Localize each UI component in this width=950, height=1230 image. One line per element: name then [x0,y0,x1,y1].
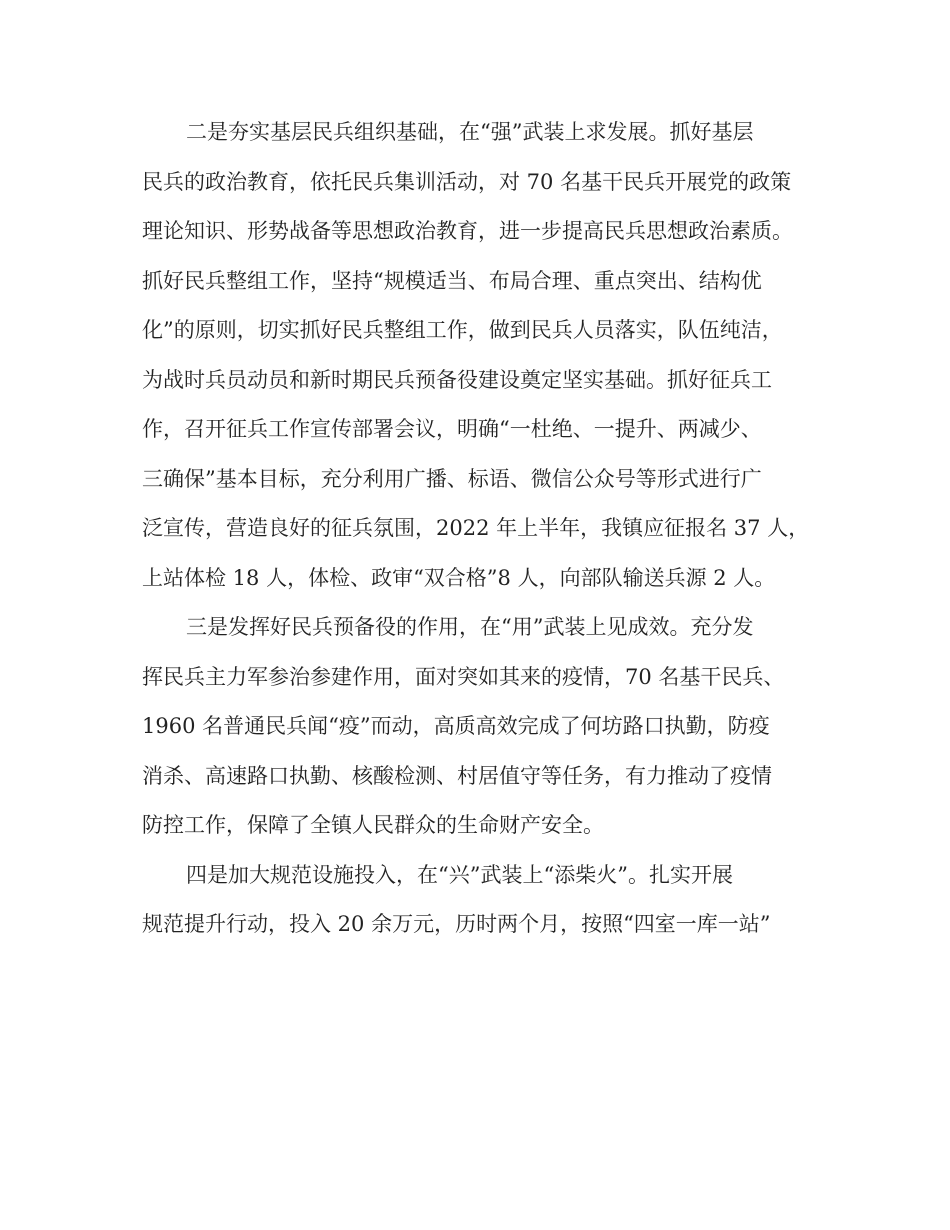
text-line: 民兵的政治教育，依托民兵集训活动，对 70 名基干民兵开展党的政策 [142,169,792,194]
paragraph-facility-investment [142,851,802,950]
text-line: 二是夯实基层民兵组织基础，在“强”武装上求发展。抓好基层 [186,120,754,144]
text-line: 作，召开征兵工作宣传部署会议，明确“一杜绝、一提升、两减少、 [142,417,762,441]
text-line: 泛宣传，营造良好的征兵氛围，2022 年上半年，我镇应征报名 37 人， [142,516,810,540]
document-body [142,108,810,950]
text-line: 理论知识、形势战备等思想政治教育，进一步提高民兵思想政治素质。 [142,219,793,243]
text-line: 防控工作，保障了全镇人民群众的生命财产安全。 [142,813,604,837]
text-line: 为战时兵员动员和新时期民兵预备役建设奠定坚实基础。抓好征兵工 [142,367,772,392]
paragraph-militia-organization [142,108,810,603]
text-line: 四是加大规范设施投入，在“兴”武装上“添柴火”。扎实开展 [186,862,733,887]
text-line: 规范提升行动，投入 20 余万元，历时两个月，按照“四室一库一站” [142,912,771,936]
text-line: 消杀、高速路口执勤、核酸检测、村居值守等任务，有力推动了疫情 [142,763,772,788]
text-line: 1960 名普通民兵闻“疫”而动，高质高效完成了何坊路口执勤，防疫 [142,714,770,738]
text-line: 上站体检 18 人，体检、政审“双合格”8 人，向部队输送兵源 2 人。 [142,565,776,590]
paragraph-militia-role [142,603,802,851]
text-line: 化”的原则，切实抓好民兵整组工作，做到民兵人员落实，队伍纯洁， [142,318,783,342]
text-line: 三确保”基本目标，充分利用广播、标语、微信公众号等形式进行广 [142,466,762,491]
text-line: 三是发挥好民兵预备役的作用，在“用”武装上见成效。充分发 [186,615,754,639]
text-line: 抓好民兵整组工作，坚持“规模适当、布局合理、重点突出、结构优 [142,268,762,293]
text-line: 挥民兵主力军参治参建作用，面对突如其来的疫情，70 名基干民兵、 [142,664,785,689]
